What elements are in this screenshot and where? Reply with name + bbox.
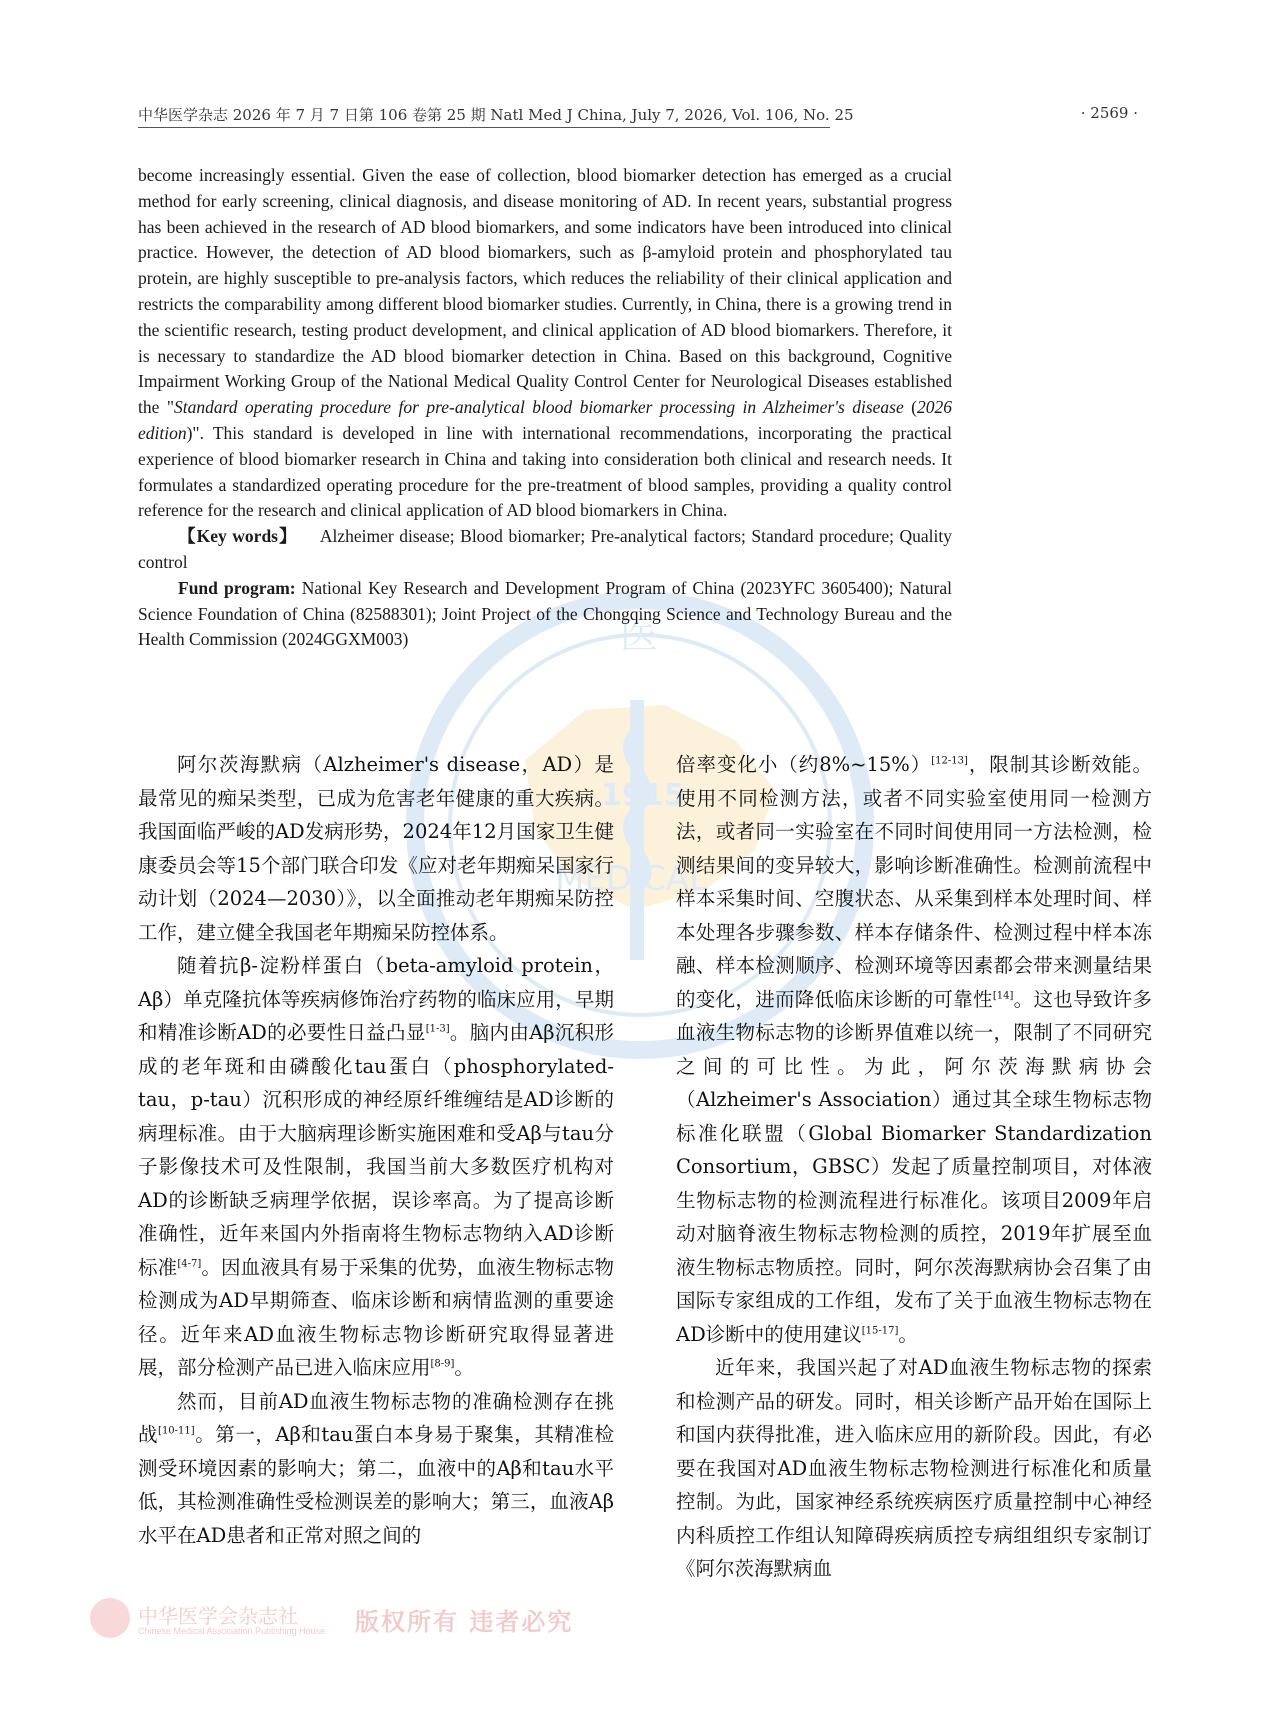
text-run: 。 <box>454 1356 474 1379</box>
keywords-line <box>138 524 952 576</box>
abstract-body-end: )". This standard is developed in line with international recommendations, incorporating the practical experience of blood biomarker research in China and taking into consideration both clinical and research needs. It formulates a standardized operating procedure for the pre-treatment of blood samples, providing a quality control reference for the research and clinical application of AD blood biomarkers in China. <box>138 422 952 521</box>
seal-year: 1915 <box>601 778 685 813</box>
publisher-name-en: Chinese Medical Association Publishing House <box>138 1626 326 1636</box>
seal-arc-text: MEDICAL <box>555 859 708 899</box>
abstract-body-start: become increasingly essential. Given the ease of collection, blood biomarker detection has emerged as a crucial method for early screening, clinical diagnosis, and disease monitoring of AD. In recent years, substantial progress has been achieved in the research of AD blood biomarkers, and some indicators have been introduced into clinical practice. However, the detection of AD blood biomarkers, such as β-amyloid protein and phosphorylated tau protein, are highly susceptible to pre-analysis factors, which reduces the reliability of their clinical application and restricts the comparability among different blood biomarker studies. Currently, in China, there is a growing trend in the scientific research, testing product development, and clinical application of AD blood biomarkers. Therefore, it is necessary to standardize the AD blood biomarker detection in China. Based on this background, Cognitive Impairment Working Group of the National Medical Quality Control Center for Neurological Diseases established the " <box>138 165 952 418</box>
citation-ref[interactable]: [12-13] <box>931 755 968 767</box>
publisher-logo-icon <box>90 1598 130 1638</box>
running-header <box>138 104 1138 130</box>
text-run: 然而，目前AD血液生物标志物的准确检测存在挑战 <box>138 1389 614 1446</box>
citation-ref[interactable]: [15-17] <box>861 1325 899 1336</box>
citation-ref[interactable]: [4-7] <box>177 1258 202 1269</box>
header-rule <box>138 127 830 128</box>
citation-ref[interactable]: [14] <box>992 990 1014 1001</box>
page-number: · 2569 · <box>1080 104 1138 122</box>
journal-citation: 中华医学杂志 2026 年 7 月 7 日第 106 卷第 25 期 Natl Med J China, July 7, 2026, Vol. 106, No. 25 <box>138 106 854 124</box>
paragraph-challenges <box>138 1385 614 1553</box>
text-run: 。这也导致许多血液生物标志物的诊断界值难以统一，限制了不同研究之间的可比性。为此，阿尔茨海默病协会（Alzheimer's Association）通过其全球生物标志物标准化联盟（Global Biomarker Standardization Consortium，GBSC）发起了质量控制项目，对体液生物标志物的检测流程进行标准化。该项目2009年启动对脑脊液生物标志物检测的质控，2019年扩展至血液生物标志物质控。同时，阿尔茨海默病协会召集了由国际专家组成的工作组，发布了关于血液生物标志物在AD诊断中的使用建议 <box>676 987 1152 1346</box>
text-run: 。第一，Aβ和tau蛋白本身易于聚集，其精准检测受环境因素的影响大；第二，血液中的Aβ和tau水平低，其检测准确性受检测误差的影响大；第三，血液Aβ水平在AD患者和正常对照之间的 <box>138 1423 614 1547</box>
abstract-edition-open: ( <box>903 397 917 418</box>
text-run: 随着抗β-淀粉样蛋白（beta-amyloid protein，Aβ）单克隆抗体等疾病修饰治疗药物的临床应用，早期和精准诊断AD的必要性日益凸显 <box>138 954 614 1044</box>
text-run: 。脑内由Aβ沉积形成的老年斑和由磷酸化tau蛋白（phosphorylated-tau，p-tau）沉积形成的神经原纤维缠结是AD诊断的病理标准。由于大脑病理诊断实施困难和受Aβ与tau分子影像技术可及性限制，我国当前大多数医疗机构对AD的诊断缺乏病理学依据，误诊率高。为了提高诊断准确性，近年来国内外指南将生物标志物纳入AD诊断标准 <box>138 1021 615 1279</box>
body-column-right <box>676 748 1152 1586</box>
fund-line <box>138 576 952 653</box>
citation-ref[interactable]: [1-3] <box>425 1023 450 1035</box>
paragraph-diagnosis <box>138 949 614 1385</box>
keywords-text: Alzheimer disease; Blood biomarker; Pre-analytical factors; Standard procedure; Quality control <box>138 526 952 572</box>
fund-label: Fund program: <box>178 577 296 598</box>
keywords-label: 【Key words】 <box>178 526 298 547</box>
paragraph-china-status: 近年来，我国兴起了对AD血液生物标志物的探索和检测产品的研发。同时，相关诊断产品开始在国际上和国内获得批准，进入临床应用的新阶段。因此，有必要在我国对AD血液生物标志物检测进行标准化和质量控制。为此，国家神经系统疾病医疗质量控制中心神经内科质控工作组认知障碍疾病质控专病组组织专家制订《阿尔茨海默病血 <box>676 1356 1152 1580</box>
english-abstract <box>138 163 952 653</box>
paragraph-intro: 阿尔茨海默病（Alzheimer's disease，AD）是最常见的痴呆类型，已成为危害老年健康的重大疾病。我国面临严峻的AD发病形势，2024年12月国家卫生健康委员会等15个部门联合印发《应对老年期痴呆国家行动计划（2024—2030）》，以全面推动老年期痴呆防控工作，建立健全我国老年期痴呆防控体系。 <box>138 753 614 944</box>
text-run: 。因血液具有易于采集的优势，血液生物标志物检测成为AD早期筛查、临床诊断和病情监测的重要途径。近年来AD血液生物标志物诊断研究取得显著进展，部分检测产品已进入临床应用 <box>138 1255 614 1379</box>
abstract-standard-title: Standard operating procedure for pre-analytical blood biomarker processing in Alzheimer's disease <box>173 397 904 418</box>
body-column-left <box>138 748 614 1552</box>
abstract-edition: 2026 edition <box>138 397 952 443</box>
seal-top-char: 医 <box>620 613 659 657</box>
publisher-footer <box>90 1596 590 1642</box>
citation-ref[interactable]: [8-9] <box>430 1358 455 1370</box>
fund-text: National Key Research and Development Program of China (2023YFC 3605400); Natural Science Foundation of China (82588301); Joint Project of the Chongqing Science and Technology Bureau and the Health Commission (2024GGXM003) <box>138 577 952 650</box>
copyright-notice: 版权所有 违者必究 <box>355 1608 574 1636</box>
text-run: 倍率变化小（约8%~15%） <box>676 753 932 776</box>
publisher-name-cn: 中华医学会杂志社 <box>138 1604 298 1628</box>
abstract-body <box>138 163 952 524</box>
paragraph-variability <box>676 748 1152 1351</box>
text-run: 。 <box>898 1322 918 1346</box>
text-run: ，限制其诊断效能。使用不同检测方法，或者不同实验室使用同一检测方法，或者同一实验室在不同时间使用同一方法检测，检测结果间的变异较大，影响诊断准确性。检测前流程中样本采集时间、空腹状态、从采集到样本处理时间、样本处理各步骤参数、样本存储条件、检测过程中样本冻融、样本检测顺序、检测环境等因素都会带来测量结果的变化，进而降低临床诊断的可靠性 <box>676 753 1152 1011</box>
citation-ref[interactable]: [10-11] <box>158 1425 195 1437</box>
